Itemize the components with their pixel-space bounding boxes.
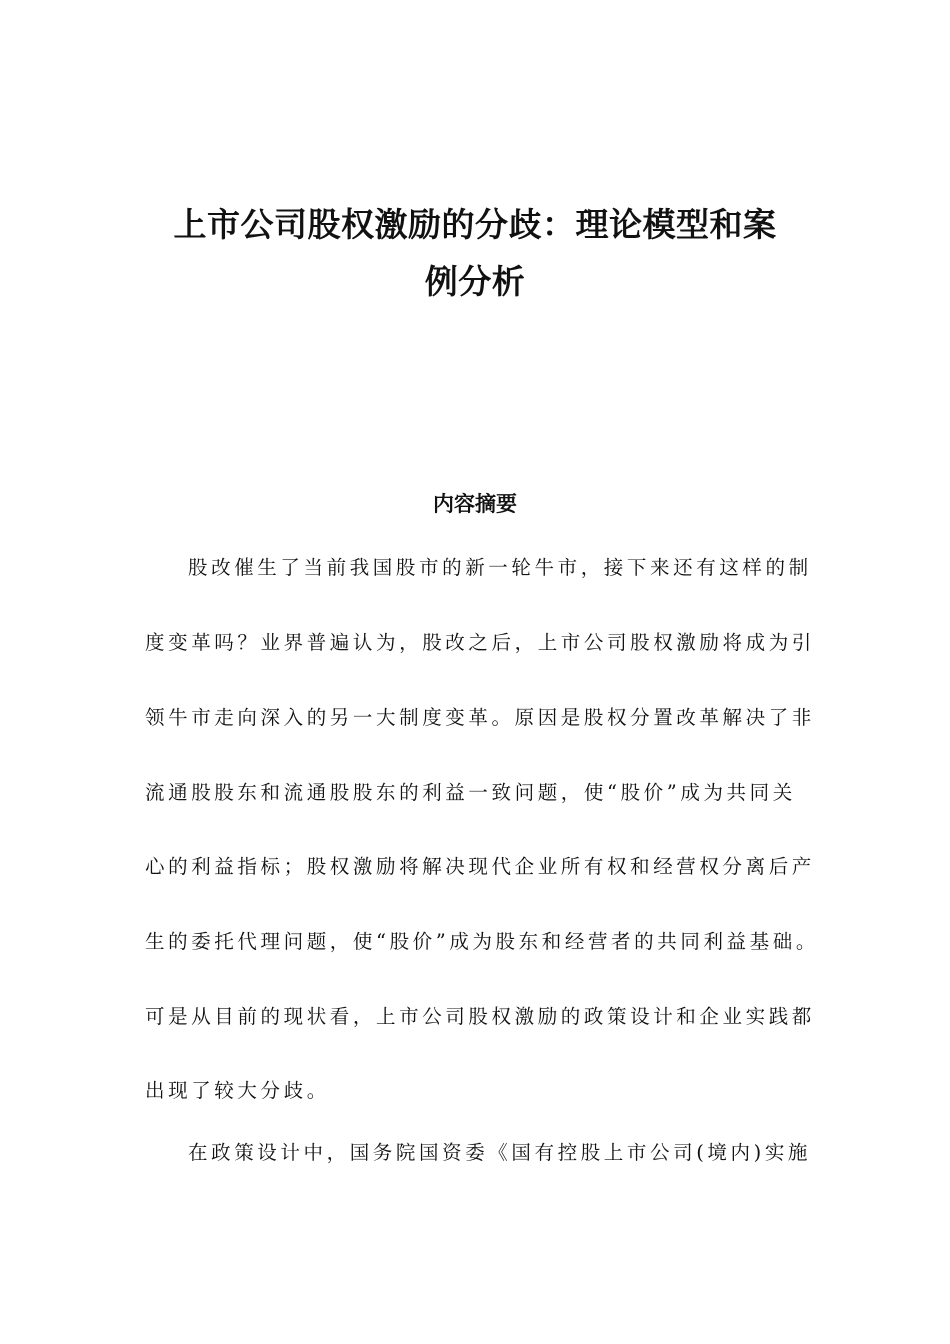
paragraph-line: 股改催生了当前我国股市的新一轮牛市，接下来还有这样的制: [188, 556, 812, 579]
paragraph-line: 心的利益指标；股权激励将解决现代企业所有权和经营权分离后产: [145, 855, 815, 878]
paragraph-line: 生的委托代理问题，使“股价”成为股东和经营者的共同利益基础。: [145, 930, 819, 953]
paragraph-line: 出现了较大分歧。: [145, 1079, 330, 1102]
paragraph-line: 在政策设计中，国务院国资委《国有控股上市公司(境内)实施: [188, 1141, 812, 1164]
title-line-2: 例分析: [424, 262, 526, 301]
paragraph-line: 可是从目前的现状看，上市公司股权激励的政策设计和企业实践都: [145, 1005, 815, 1028]
abstract-heading: 内容摘要: [433, 492, 517, 516]
paragraph-line: 流通股股东和流通股股东的利益一致问题，使“股价”成为共同关: [145, 781, 796, 804]
paragraph-line: 度变革吗？业界普遍认为，股改之后，上市公司股权激励将成为引: [145, 631, 815, 654]
document-title: [140, 196, 810, 310]
paragraph-line: 领牛市走向深入的另一大制度变革。原因是股权分置改革解决了非: [145, 706, 815, 729]
title-line-1: 上市公司股权激励的分歧：理论模型和案: [173, 205, 777, 244]
